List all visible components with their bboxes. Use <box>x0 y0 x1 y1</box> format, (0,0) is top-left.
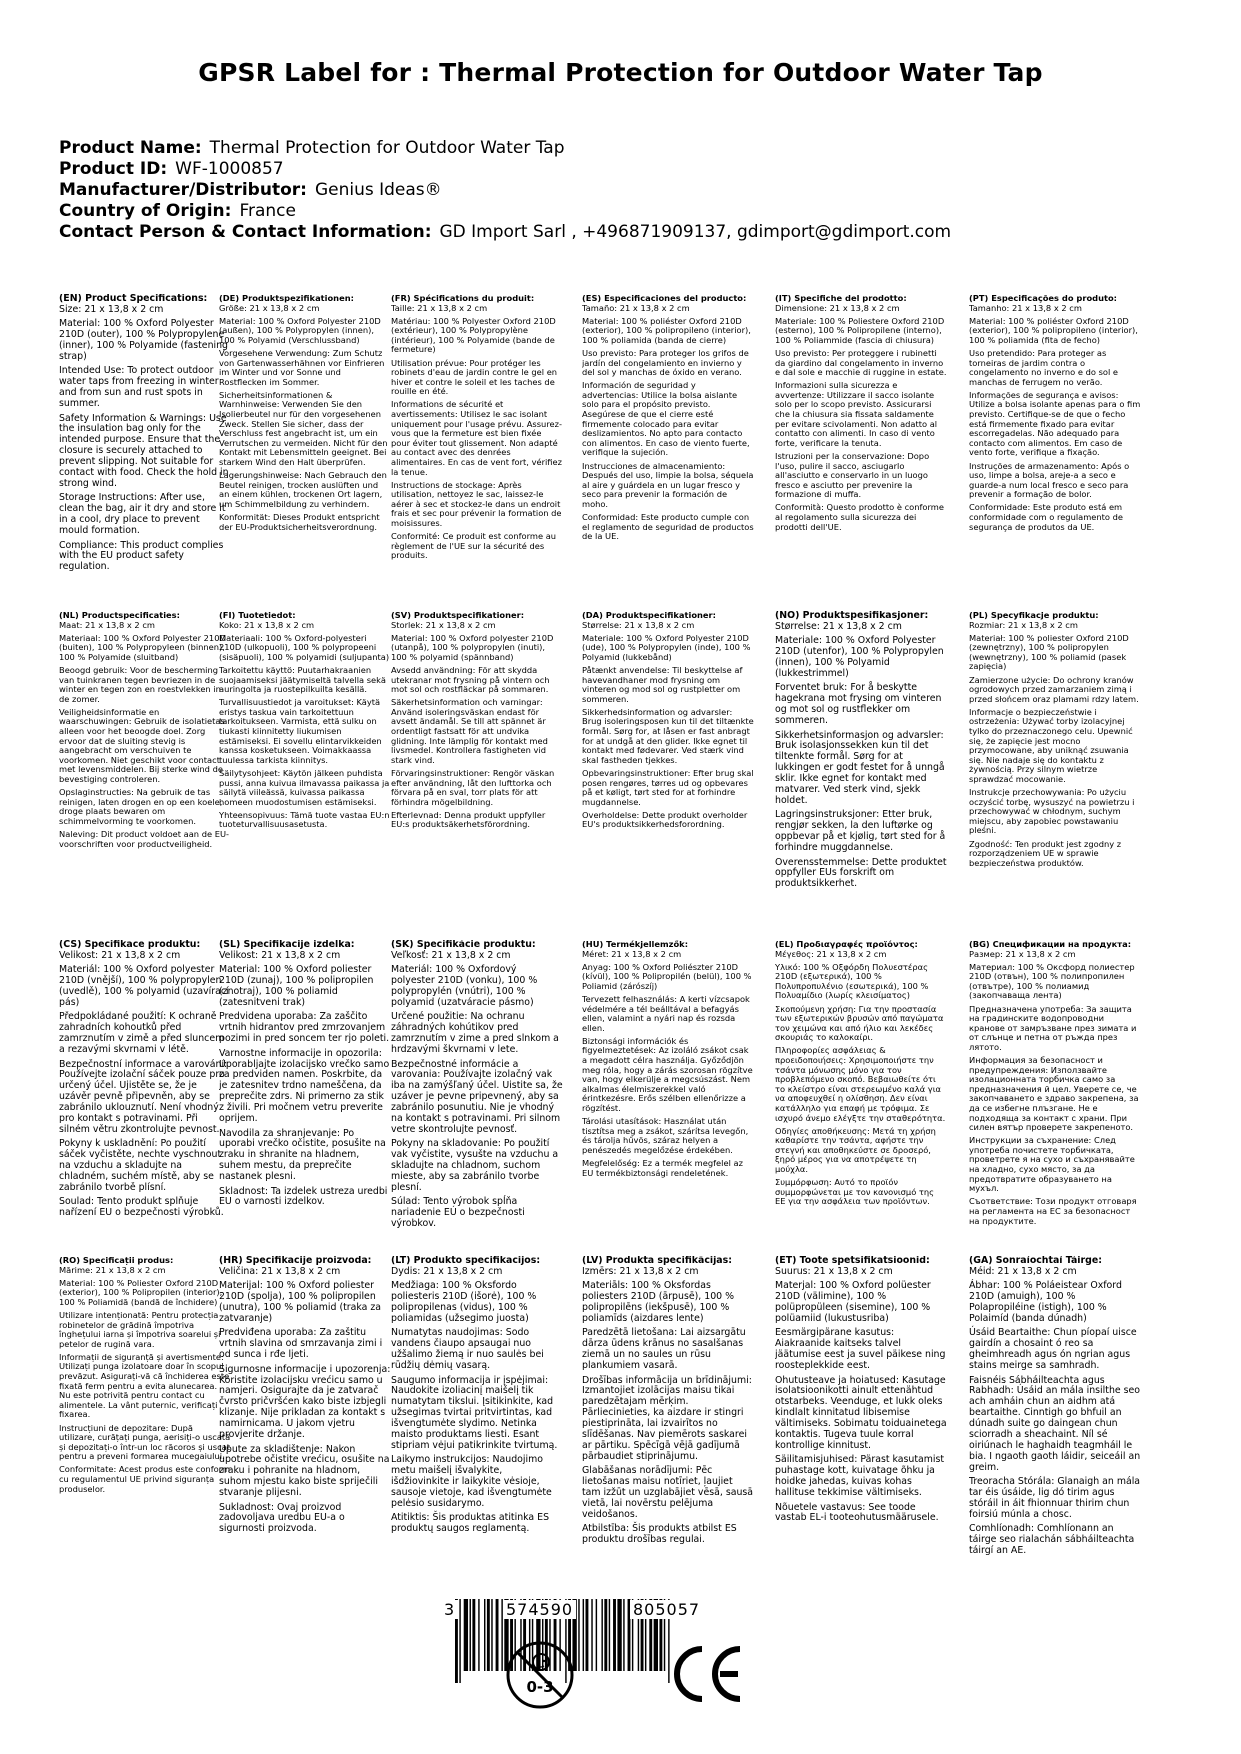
lang-paragraph: Информация за безопасност и предупреждения: Използвайте изолационната торбичка само за предназначения й цел. Уверете се, че закопчаването е здраво закрепена, за да се избегне плъзгане. Не е подходяща за контакт с храни. При силен вятър проверете закрепеното. <box>969 1055 1139 1133</box>
lang-heading: (EL) Προδιαγραφές προϊόντος: <box>775 940 918 949</box>
lang-paragraph: Instrukcje przechowywania: Po użyciu oczyścić torbę, wysuszyć na powietrzu i przechowywać w chłodnym, suchym miejscu, aby zapobiec powstawaniu pleśni. <box>969 787 1135 836</box>
lang-paragraph: Sikkerhedsinformation og advarsler: Brug isoleringsposen kun til det tiltænkte formål. Sørg for, at låsen er fast anbragt for at undgå at den glider. Ikke egnet til kontakt med fødevarer. Ved stærk vind skal fastheden tjekkes. <box>582 706 754 765</box>
barcode-bar <box>601 1599 602 1671</box>
lang-paragraph: Informazioni sulla sicurezza e avvertenze: Utilizzare il sacco isolante solo per lo scopo previsto. Assicurarsi che la chiusura sia fissata saldamente per evitare scivolamenti. Non adatto al contatto con alimenti. In caso di vento forte, verificare la tenuta. <box>775 380 938 448</box>
lang-paragraph: Material: 100 % Oxford poliester 210D (zunaj), 100 % polipropilen (znotraj), 100 % poliamid (zatesnitveni trak) <box>219 964 374 1009</box>
lang-paragraph: Opbevaringsinstruktioner: Efter brug skal posen rengøres, tørres ud og opbevares på et køligt, tørt sted for at forhindre mugdannelse. <box>582 767 754 807</box>
lang-paragraph: Bezpečnostní informace a varování: Používejte izolační sáček pouze pro určený účel. Ujistěte se, že je uzávěr pevně připevněn, aby se zabránilo uklouznutí. Není vhodný pro kontakt s potravinami. Při silném větru zkontrolujte pevnost. <box>59 1058 228 1135</box>
lang-paragraph: Materiál: 100 % Oxfordový polyester 210D (vonku), 100 % polypropylén (vnútri), 100 % polyamid (uzatváracie pásmo) <box>391 964 538 1009</box>
lang-paragraph: Съответствие: Този продукт отговаря на регламента на ЕС за безопасност на продуктите. <box>969 1196 1137 1226</box>
barcode-bar <box>470 1599 471 1671</box>
lang-paragraph: Suurus: 21 x 13,8 x 2 cm <box>775 1265 893 1277</box>
lang-block-en <box>59 294 231 577</box>
lang-paragraph: Určené použitie: Na ochranu záhradných kohútikov pred zamrznutím v zime a pred slnkom a hrdzavými škvrnami v lete. <box>391 1011 559 1056</box>
lang-paragraph: Velikost: 21 x 13,8 x 2 cm <box>219 949 341 961</box>
lang-paragraph: Saugumo informacija ir įspėjimai: Naudokite izoliacinį maišelį tik numatytam tikslui. Įsitikinkite, kad užsegimas tvirtai pritvirtintas, kad išvengtumėte slydimo. Netinka maisto produktams liesti. Esant stipriam vėjui patikrinkite tvirtumą. <box>391 1374 558 1451</box>
lang-paragraph: Instrucțiuni de depozitare: După utilizare, curățați punga, aerisiți-o uscată și depozitați-o într-un loc răcoros și uscat pentru a preveni formarea mucegaiului. <box>59 1422 231 1462</box>
manufacturer-label: Manufacturer/Distributor: <box>59 180 307 200</box>
lang-paragraph: Informații de siguranță și avertismente: Utilizați punga izolatoare doar în scopul prevăzut. Asigurați-vă că închiderea este fixată ferm pentru a evita alunecarea. Nu este potrivită pentru contact cu alimentele. La vânt puternic, verificați fixarea. <box>59 1351 230 1420</box>
contact-label: Contact Person & Contact Information: <box>59 222 432 242</box>
lang-paragraph: Efterlevnad: Denna produkt uppfyller EU:s produktsäkerhetsförordning. <box>391 809 546 830</box>
lang-paragraph: Rozmiar: 21 x 13,8 x 2 cm <box>969 619 1078 630</box>
lang-heading: (ES) Especificaciones del producto: <box>582 294 747 303</box>
lang-paragraph: Glabāšanas norādījumi: Pēc lietošanas maisu notīriet, ļaujiet tam izžūt un uzglabājiet vēsā, sausā vietā, lai novērstu pelējuma veidošanos. <box>582 1465 754 1520</box>
lang-block-bg <box>969 940 1141 1230</box>
country-value: France <box>239 201 296 221</box>
lang-block-nl <box>59 611 231 853</box>
lang-block-sk <box>391 940 563 1234</box>
lang-paragraph: Méret: 21 x 13,8 x 2 cm <box>582 948 682 959</box>
lang-paragraph: Instructions de stockage: Après utilisation, nettoyez le sac, laissez-le aérer à sec et stockez-le dans un endroit frais et sec pour prévenir la formation de moisissures. <box>391 479 562 529</box>
lang-heading: (LV) Produkta specifikācijas: <box>582 1256 732 1266</box>
lang-paragraph: Uso pretendido: Para proteger as torneiras de jardim contra o congelamento no inverno e do sol e manchas de ferrugem no verão. <box>969 347 1119 387</box>
lang-paragraph: Varnostne informacije in opozorila: Uporabljajte izolacijsko vrečko samo za predviden namen. Poskrbite, da je zatesnitev trdno nameščena, da preprečite zdrs. Ni primerno za stik z živili. Pri močnem vetru preverite oprijem. <box>219 1047 390 1125</box>
product-name-label: Product Name: <box>59 138 202 158</box>
lang-heading: (DE) Produktspezifikationen: <box>219 294 354 303</box>
lang-block-es <box>582 294 754 545</box>
country-row <box>59 201 951 222</box>
lang-paragraph: Atbilstība: Šis produkts atbilst ES produktu drošības regulai. <box>582 1523 737 1546</box>
lang-heading: (SV) Produktspecifikationer: <box>391 611 525 620</box>
lang-block-pl <box>969 611 1141 872</box>
lang-paragraph: Utilisation prévue: Pour protéger les robinets d'eau de jardin contre le gel en hiver et contre le soleil et les taches de rouille en été. <box>391 357 558 397</box>
lang-paragraph: Istruzioni per la conservazione: Dopo l'uso, pulire il sacco, asciugarlo all'asciutto e conservarlo in un luogo fresco e asciutto per prevenire la formazione di muffa. <box>775 450 930 500</box>
lang-paragraph: Bezpečnostné informácie a varovania: Používajte izolačný vak iba na zamýšľaný účel. Uistite sa, že uzáver je pevne pripevnený, aby sa zabránilo posunutiu. Nie je vhodný na kontakt s potravinami. Pri silnom vetre skontrolujte pevnosť. <box>391 1058 563 1135</box>
lang-paragraph: Předpokládané použití: K ochraně zahradních kohoutků před zamrznutím v zimě a před sluncem a rezavými skvrnami v létě. <box>59 1011 225 1056</box>
lang-heading: (LT) Produkto specifikacijos: <box>391 1256 541 1266</box>
lang-paragraph: Naleving: Dit product voldoet aan de EU-voorschriften voor productveiligheid. <box>59 828 230 849</box>
lang-block-da <box>582 611 754 833</box>
lang-block-ga <box>969 1256 1141 1561</box>
lang-paragraph: Предназначена употреба: За защита на градинските водопроводни кранове от замръзване през зимата и от слънце и петна от ръжда през лятото. <box>969 1003 1137 1052</box>
product-name-value: Thermal Protection for Outdoor Water Tap <box>209 138 565 158</box>
lang-paragraph: Sukladnost: Ovaj proizvod zadovoljava uredbu EU-a o sigurnosti proizvoda. <box>219 1501 345 1535</box>
lang-paragraph: Uso previsto: Per proteggere i rubinetti da giardino dal congelamento in inverno e dal sole e macchie di ruggine in estate. <box>775 347 947 378</box>
lang-paragraph: Materiaali: 100 % Oxford-polyesteri 210D (ulkopuoli), 100 % polypropeeni (sisäpuoli), 100 % polyamidi (suljupanta) <box>219 632 390 662</box>
lang-paragraph: Dydis: 21 x 13,8 x 2 cm <box>391 1265 503 1277</box>
lang-paragraph: Izmērs: 21 x 13,8 x 2 cm <box>582 1265 699 1277</box>
lang-paragraph: Vorgesehene Verwendung: Zum Schutz von Gartenwasserhähnen vor Einfrieren im Winter und vor Sonne und Rostflecken im Sommer. <box>219 347 385 387</box>
lang-paragraph: Säilitamisjuhised: Pärast kasutamist puhastage kott, kuivatage õhku ja hoidke jahedas, kuivas kohas hallituse tekkimise vältimiseks. <box>775 1454 945 1499</box>
lang-heading: (HU) Termékjellemzők: <box>582 940 689 949</box>
product-id-row <box>59 159 951 180</box>
lang-block-ro <box>59 1256 231 1498</box>
lang-block-pt <box>969 294 1141 536</box>
lang-paragraph: Sikkerhetsinformasjon og advarsler: Bruk isolasjonssekken kun til det tiltenkte formål. Sørg for at lukkingen er godt festet for å unngå sklir. Ikke egnet for kontakt med matvarer. Ved sterk vind, sjekk holdet. <box>775 729 945 806</box>
lang-paragraph: Σκοπούμενη χρήση: Για την προστασία των εξωτερικών βρυσών από παγώματα τον χειμώνα και από ήλιο και λεκέδες σκουριάς το καλοκαίρι. <box>775 1003 944 1043</box>
lang-paragraph: Størrelse: 21 x 13,8 x 2 cm <box>582 619 695 630</box>
lang-paragraph: Förvaringsinstruktioner: Rengör väskan efter användning, låt den lufttorka och förvara på en sval, torr plats för att förhindra mögelbildning. <box>391 767 555 807</box>
lang-paragraph: Eesmärgipärane kasutus: Aiakraanide kaitseks talvel jäätumise eest ja suvel päikese ning roosteplekkide eest. <box>775 1327 946 1372</box>
lang-block-cs <box>59 940 231 1223</box>
manufacturer-row <box>59 180 951 201</box>
lang-heading: (PT) Especificações do produto: <box>969 294 1117 303</box>
lang-paragraph: Zamierzone użycie: Do ochrony kranów ogrodowych przed zamarzaniem zimą i przed słońcem oraz plamami rdzy latem. <box>969 674 1139 704</box>
lang-block-no <box>775 611 947 894</box>
lang-block-sv <box>391 611 563 833</box>
contact-value: GD Import Sarl , +496871909137, gdimport@gdimport.com <box>439 222 952 242</box>
lang-paragraph: Drošības informācija un brīdinājumi: Izmantojiet izolācijas maisu tikai paredzētajam mērķim. Pārliecinieties, ka aizdare ir stingri piestiprināta, lai izvairītos no slīdēšanas. Nav piemērots saskarei ar pārtiku. Spēcīgā vējā gadījumā pārbaudiet stiprinājumu. <box>582 1374 752 1462</box>
lang-paragraph: Paredzētā lietošana: Lai aizsargātu dārza ūdens krānus no sasalšanas ziemā un no saules un rūsu plankumiem vasarā. <box>582 1327 746 1372</box>
lang-paragraph: Mărime: 21 x 13,8 x 2 cm <box>59 1264 166 1275</box>
lang-paragraph: Material: 100 % Oxford Polyester 210D (outer), 100 % Polypropylene (inner), 100 % Polyamide (fastening strap) <box>59 318 229 363</box>
lang-heading: (HR) Specifikacije proizvoda: <box>219 1256 372 1266</box>
lang-paragraph: Úsáid Beartaithe: Chun píopaí uisce gairdín a chosaint ó reo sa gheimhreadh agus ón ngrian agus stains meirge sa samhradh. <box>969 1327 1137 1372</box>
barcode-bar <box>604 1599 607 1671</box>
lang-paragraph: Οδηγίες αποθήκευσης: Μετά τη χρήση καθαρίστε την τσάντα, αφήστε την στεγνή και αποθηκεύστε σε δροσερό, ξηρό μέρος για να αποτρέψετε τη μούχλα. <box>775 1125 936 1175</box>
lang-paragraph: Инструкции за съхранение: След употреба почистете торбичката, проветрете я на сухо и съхранявайте на хладно, сухо място, за да предотвратите образуването на мухъл. <box>969 1135 1135 1194</box>
barcode-bar <box>496 1599 499 1671</box>
lang-heading: (SL) Specifikacije izdelka: <box>219 940 355 950</box>
lang-paragraph: Velikost: 21 x 13,8 x 2 cm <box>59 949 181 961</box>
lang-paragraph: Opslaginstructies: Na gebruik de tas reinigen, laten drogen en op een koele, droge plaats bewaren om schimmelvorming te voorkomen. <box>59 787 223 826</box>
lang-paragraph: Conformità: Questo prodotto è conforme al regolamento sulla sicurezza dei prodotti dell'UE. <box>775 502 944 532</box>
lang-paragraph: Utilizare intenționată: Pentru protecția robinetelor de grădină împotriva înghețului iarna și împotriva soarelui și petelor de rugină vara. <box>59 1309 221 1349</box>
lang-paragraph: Treoracha Stórála: Glanaigh an mála tar éis úsáide, lig dó tirim agus stóráil in áit fhionnuar thirim chun foirsiú múnla a chosc. <box>969 1476 1141 1520</box>
lang-paragraph: Upute za skladištenje: Nakon upotrebe očistite vrećicu, osušite na zraku i pohranite na hladnom, suhom mjestu kako biste spriječili stvaranje plijesni. <box>219 1443 390 1499</box>
lang-heading: (GA) Sonraíochtaí Táirge: <box>969 1256 1102 1266</box>
lang-paragraph: Materiaal: 100 % Oxford Polyester 210D (buiten), 100 % Polypropyleen (binnen), 100 % Polyamide (sluitband) <box>59 632 226 662</box>
barcode-bar <box>459 1599 460 1683</box>
lang-paragraph: Conformité: Ce produit est conforme au règlement de l'UE sur la sécurité des produits. <box>391 531 557 561</box>
lang-block-fr <box>391 294 563 564</box>
lang-paragraph: Skladnost: Ta izdelek ustreza uredbi EU o varnosti izdelkov. <box>219 1185 388 1208</box>
barcode-bar <box>472 1599 475 1671</box>
lang-paragraph: Conformidade: Este produto está em conformidade com o regulamento de segurança de produtos da UE. <box>969 502 1124 532</box>
product-info <box>59 138 951 243</box>
barcode-bar <box>613 1599 616 1671</box>
lang-heading: (EN) Product Specifications: <box>59 294 208 304</box>
lang-paragraph: Størrelse: 21 x 13,8 x 2 cm <box>775 620 902 632</box>
lang-paragraph: Lagringsinstruksjoner: Etter bruk, rengjør sekken, la den luftørke og oppbevar på et kjølig, tørt sted for å forhindre muggdannelse. <box>775 809 946 854</box>
lang-paragraph: Numatytas naudojimas: Sodo vandens čiaupo apsaugai nuo užšalimo žiemą ir nuo saulės bei rūdžių dėmių vasarą. <box>391 1327 544 1372</box>
lang-paragraph: Sigurnosne informacije i upozorenja: Koristite izolacijsku vrećicu samo u namjeri. Osigurajte da je zatvarač čvrsto pričvršćen kako biste izbjegli klizanje. Nije prikladan za kontakt s namirnicama. U jakom vjetru provjerite držanje. <box>219 1363 391 1441</box>
lang-paragraph: Veličina: 21 x 13,8 x 2 cm <box>219 1265 341 1277</box>
lang-paragraph: Medžiaga: 100 % Oksfordo poliesteris 210D (išorė), 100 % polipropilenas (vidus), 100 % poliamidas (užsegimo juosta) <box>391 1280 537 1325</box>
ce-mark-icon <box>668 1643 744 1705</box>
lang-paragraph: Veľkosť: 21 x 13,8 x 2 cm <box>391 949 511 961</box>
barcode-bar <box>578 1599 579 1671</box>
lang-paragraph: Predviđena uporaba: Za zaštitu vrtnih slavina od smrzavanja zimi i od sunca i rđe ljeti. <box>219 1327 383 1361</box>
barcode-digits-right: 805057 <box>630 1600 703 1619</box>
lang-paragraph: Sicherheitsinformationen & Warnhinweise: Verwenden Sie den Isolierbeutel nur für den vorgesehenen Zweck. Stellen Sie sicher, dass der Verschluss fest angebracht ist, um ein Verrutschen zu vermeiden. Nicht für den Kontakt mit Lebensmitteln geeignet. Bei starkem Wind den Halt überprüfen. <box>219 389 388 467</box>
lang-block-fi <box>219 611 391 833</box>
lang-paragraph: Påtænkt anvendelse: Til beskyttelse af havevandhaner mod frysning om vinteren og mod sol og rustpletter om sommeren. <box>582 664 743 704</box>
product-id-label: Product ID: <box>59 159 168 179</box>
lang-block-lt <box>391 1256 563 1539</box>
lang-heading: (DA) Produktspecifikationer: <box>582 611 716 620</box>
lang-paragraph: Anyag: 100 % Oxford Poliészter 210D (kívül), 100 % Polipropilén (belül), 100 % Poliamid (zárószíj) <box>582 961 752 991</box>
lang-heading: (SK) Špecifikácie produktu: <box>391 940 536 950</box>
lang-paragraph: Storlek: 21 x 13,8 x 2 cm <box>391 619 496 630</box>
barcode-bar <box>591 1599 592 1671</box>
lang-paragraph: Säkerhetsinformation och varningar: Använd isoleringsväskan endast för avsett ändamål. Se till att spännet är ordentligt fastsatt för att undvika glidning. Inte lämplig för kontakt med livsmedel. Kontrollera fastigheten vid stark vind. <box>391 697 548 765</box>
lang-paragraph: Koko: 21 x 13,8 x 2 cm <box>219 619 315 630</box>
lang-paragraph: Pokyny k uskladnění: Po použití sáček vyčistěte, nechte vyschnout na vzduchu a skladujte na chladném, suchém místě, aby se zabránilo tvorbě plísní. <box>59 1138 222 1194</box>
lang-heading: (PL) Specyfikacje produktu: <box>969 611 1099 620</box>
lang-paragraph: Materiāls: 100 % Oksfordas poliesters 210D (ārpusē), 100 % polipropilēns (iekšpusē), 100 % poliamīds (aizdares lente) <box>582 1280 735 1325</box>
lang-paragraph: Informations de sécurité et avertissements: Utilisez le sac isolant uniquement pour l'usage prévu. Assurez-vous que la fermeture est bien fixée pour éviter tout glissement. Non adapté au contact avec des denrées alimentaires. En cas de vent fort, vérifiez la tenue. <box>391 399 563 477</box>
lang-paragraph: Safety Information & Warnings: Use the insulation bag only for the intended purpose. Ensure that the closure is securely attached to prevent slipping. Not suitable for contact with food. Check the hold in strong wind. <box>59 412 229 489</box>
lang-paragraph: Storage Instructions: After use, clean the bag, air it dry and store it in a cool, dry place to prevent mould formation. <box>59 492 226 537</box>
lang-paragraph: Pokyny na skladovanie: Po použití vak vyčistite, vysušte na vzduchu a skladujte na chladnom, suchom mieste, aby sa zabránilo tvorbe plesní. <box>391 1138 559 1194</box>
lang-paragraph: Navodila za shranjevanje: Po uporabi vrečko očistite, posušite na zraku in shranite na hladnem, suhem mestu, da preprečite nastanek plesni. <box>219 1127 386 1183</box>
lang-paragraph: Dimensione: 21 x 13,8 x 2 cm <box>775 302 900 313</box>
lang-paragraph: Información de seguridad y advertencias: Utilice la bolsa aislante solo para el propósito previsto. Asegúrese de que el cierre esté firmemente colocado para evitar deslizamientos. No apto para contacto con alimentos. En caso de viento fuerte, verifique la sujeción. <box>582 380 750 458</box>
lang-paragraph: Yhteensopivuus: Tämä tuote vastaa EU:n tuoteturvallisuusasetusta. <box>219 809 390 830</box>
lang-paragraph: Materiál: 100 % Oxford polyester 210D (vnější), 100 % polypropylen (uvedlě), 100 % polyamid (uzavírací pás) <box>59 964 229 1009</box>
lang-paragraph: Säilytysohjeet: Käytön jälkeen puhdista pussi, anna kuivua ilmavassa paikassa ja säilytä viileässä, kuivassa paikassa homeen muodostumisen estämiseksi. <box>219 767 390 807</box>
product-id-value: WF-1000857 <box>175 159 284 179</box>
barcode-digits-left: 574590 <box>503 1600 576 1619</box>
barcode-bar <box>478 1599 479 1671</box>
page-title: GPSR Label for : Thermal Protection for Outdoor Water Tap <box>198 58 1043 87</box>
lang-paragraph: Materiale: 100 % Oxford Polyester 210D (ude), 100 % Polypropylen (inde), 100 % Polyamid (lukkebånd) <box>582 632 751 662</box>
product-name-row <box>59 138 951 159</box>
lang-paragraph: Tarkoitettu käyttö: Puutarhakraanien suojaamiseksi jäätymiseltä talvella sekä auringolta ja ruostepilkuilta kesällä. <box>219 664 386 695</box>
barcode-bar <box>484 1599 485 1671</box>
lang-paragraph: Uso previsto: Para proteger los grifos de jardín del congelamiento en invierno y del sol y manchas de óxido en verano. <box>582 347 749 378</box>
barcode-bar <box>586 1599 589 1671</box>
lang-paragraph: Συμμόρφωση: Αυτό το προϊόν συμμορφώνεται με τον κανονισμό της ΕΕ για την ασφάλεια των προϊόντων. <box>775 1177 935 1207</box>
barcode-bar <box>623 1599 624 1671</box>
lang-block-hr <box>219 1256 391 1539</box>
lang-block-et <box>775 1256 947 1528</box>
lang-heading: (RO) Specificații produs: <box>59 1256 174 1265</box>
lang-paragraph: Maat: 21 x 13,8 x 2 cm <box>59 619 155 630</box>
lang-heading: (CS) Specifikace produktu: <box>59 940 201 950</box>
barcode-bar <box>464 1599 468 1671</box>
lang-paragraph: Tamanho: 21 x 13,8 x 2 cm <box>969 302 1082 313</box>
barcode-bar <box>491 1599 492 1671</box>
lang-paragraph: Material: 100 % Oxford polyester 210D (utanpå), 100 % polypropylen (inuti), 100 % polyamid (spännband) <box>391 632 554 662</box>
lang-heading: (NL) Productspecificaties: <box>59 611 180 620</box>
lang-paragraph: Atitiktis: Šis produktas atitinka ES produktų saugos reglamentą. <box>391 1512 550 1535</box>
lang-paragraph: Material: 100 % Poliester Oxford 210D (exterior), 100 % Polipropilen (interior), 100 % Poliamidă (bandă de închidere) <box>59 1277 223 1307</box>
barcode-bar <box>609 1599 610 1671</box>
lang-paragraph: Nõuetele vastavus: See toode vastab EL-i tooteohutusmäärusele. <box>775 1501 939 1524</box>
barcode-bar <box>583 1599 584 1671</box>
lang-paragraph: Größe: 21 x 13,8 x 2 cm <box>219 302 320 313</box>
lang-paragraph: Instruções de armazenamento: Após o uso, limpe a bolsa, areje-a a seco e guarde-a num local fresco e seco para prevenir a formação de bolor. <box>969 460 1130 500</box>
lang-paragraph: Size: 21 x 13,8 x 2 cm <box>59 303 164 315</box>
lang-paragraph: Turvallisuustiedot ja varoitukset: Käytä eristys taskua vain tarkoitettuun tarkoitukseen. Varmista, että sulku on tiukasti kiinnitetty liukumisen estämiseksi. Ei sovellu elintarvikkeiden kanssa kosketukseen. Voimakkaassa tuulessa tarkista kiinnitys. <box>219 697 382 765</box>
lang-paragraph: Materijal: 100 % Oxford poliester 210D (spolja), 100 % polipropilen (unutra), 100 % poliamid (traka za zatvaranje) <box>219 1280 382 1325</box>
lang-paragraph: Lagerungshinweise: Nach Gebrauch den Beutel reinigen, trocken auslüften und an einem kühlen, trockenen Ort lagern, um Schimmelbildung zu verhindern. <box>219 470 387 509</box>
lang-paragraph: Размер: 21 x 13,8 x 2 cm <box>969 948 1076 959</box>
lang-paragraph: Méid: 21 x 13,8 x 2 cm <box>969 1265 1077 1277</box>
lang-paragraph: Veiligheidsinformatie en waarschuwingen: Gebruik de isolatietas alleen voor het beoogde doel. Zorg ervoor dat de sluiting stevig is aangebracht om verschuiven te voorkomen. Niet geschikt voor contact met levensmiddelen. Bij sterke wind de bevestiging controleren. <box>59 706 225 784</box>
lang-paragraph: Materiale: 100 % Oxford Polyester 210D (utenfor), 100 % Polypropylen (innen), 100 % Polyamid (lukkestrimmel) <box>775 635 944 680</box>
lang-block-it <box>775 294 947 536</box>
lang-heading: (ET) Toote spetsifikatsioonid: <box>775 1256 930 1266</box>
lang-paragraph: Forventet bruk: For å beskytte hagekrana mot frysing om vinteren og mot sol og rustflekker om sommeren. <box>775 682 942 727</box>
lang-paragraph: Faisnéis Sábháilteachta agus Rabhadh: Úsáid an mála insilthe seo ach amháin chun an aidhm atá beartaithe. Cinntigh go bhfuil an dúnadh suite go daingean chun sciorradh a sheachaint. Níl sé oiriúnach le haghaidh teagmháil le bia. I ngaoth gaoth láidir, seiceáil an greim. <box>969 1374 1141 1473</box>
lang-paragraph: Konformität: Dieses Produkt entspricht der EU-Produktsicherheitsverordnung. <box>219 511 380 532</box>
lang-paragraph: Tamaño: 21 x 13,8 x 2 cm <box>582 302 690 313</box>
lang-paragraph: Instrucciones de almacenamiento: Después del uso, limpie la bolsa, séquela al aire y guárdela en un lugar fresco y seco para prevenir la formación de moho. <box>582 460 754 509</box>
lang-paragraph: Υλικό: 100 % Οξφόρδη Πολυεστέρας 210D (εξωτερικά), 100 % Πολυπροπυλένιο (εσωτερικά), 100 % Πολυαμίδιο (λωρίς κλεισίματος) <box>775 961 929 1001</box>
lang-heading: (IT) Specifiche del prodotto: <box>775 294 907 303</box>
lang-heading: (BG) Спецификации на продукта: <box>969 940 1132 949</box>
lang-paragraph: Avsedd användning: För att skydda utekranar mot frysning på vintern och mot sol och rostfläckar på sommaren. <box>391 664 550 695</box>
lang-paragraph: Intended Use: To protect outdoor water taps from freezing in winter and from sun and rust spots in summer. <box>59 365 219 410</box>
lang-paragraph: Materiale: 100 % Poliestere Oxford 210D (esterno), 100 % Polipropilene (interno), 100 % Poliammide (fascia di chiusura) <box>775 315 945 345</box>
lang-paragraph: Conformitate: Acest produs este conform cu regulamentul UE privind siguranța produselor. <box>59 1464 231 1494</box>
lang-paragraph: Conformidad: Este producto cumple con el reglamento de seguridad de productos de la UE. <box>582 511 754 542</box>
barcode-bar <box>487 1599 490 1671</box>
lang-paragraph: Material: 100 % poliéster Oxford 210D (exterior), 100 % polipropileno (interior), 100 % poliamida (banda de cierre) <box>582 315 751 345</box>
lang-heading: (NO) Produktspesifikasjoner: <box>775 611 929 621</box>
lang-paragraph: Tárolási utasítások: Használat után tisztítsa meg a zsákot, szárítsa levegőn, és tárolja hűvös, száraz helyen a penészedés megelőzése érdekében. <box>582 1116 749 1155</box>
lang-paragraph: Soulad: Tento produkt splňuje nařízení EU o bezpečnosti výrobků. <box>59 1196 224 1219</box>
lang-block-de <box>219 294 391 536</box>
lang-paragraph: Matériau: 100 % Polyester Oxford 210D (extérieur), 100 % Polypropylène (intérieur), 100 % Polyamide (bande de fermeture) <box>391 315 556 355</box>
lang-paragraph: Biztonsági információk és figyelmeztetések: Az izoláló zsákot csak a megadott célra használja. Győződjön meg róla, hogy a zárás szorosan rögzítve van, hogy elkerülje a megcsúszást. Nem alkalmas élelmiszerekkel való érintkezésre. Erős szélben ellenőrizze a rögzítést. <box>582 1035 753 1113</box>
lang-paragraph: Ohutusteave ja hoiatused: Kasutage isolatsioonikotti ainult ettenähtud otstarbeks. Veenduge, et lukk oleks kindlalt kinnitatud libisemise vältimiseks. Sobimatu toiduainetega kontaktis. Tugeva tuule korral kontrollige kinnitust. <box>775 1374 947 1451</box>
lang-paragraph: Ábhar: 100 % Poláeistear Oxford 210D (amuigh), 100 % Polapropiléine (istigh), 100 % Polaimíd (banda dúnadh) <box>969 1280 1122 1325</box>
lang-heading: (FR) Spécifications du produit: <box>391 294 535 303</box>
lang-paragraph: Súlad: Tento výrobok spĺňa nariadenie EÚ o bezpečnosti výrobkov. <box>391 1196 525 1230</box>
lang-heading: (FI) Tuotetiedot: <box>219 611 296 620</box>
lang-paragraph: Taille: 21 x 13,8 x 2 cm <box>391 302 488 313</box>
country-label: Country of Origin: <box>59 201 232 221</box>
age-warning-icon <box>505 1640 575 1710</box>
lang-paragraph: Predvidena uporaba: Za zaščito vrtnih hidrantov pred zmrzovanjem pozimi in pred soncem ter rjo poleti. <box>219 1011 390 1045</box>
lang-paragraph: Материал: 100 % Оксфорд полиестер 210D (отвън), 100 % полипропилен (отвътре), 100 % полиамид (закопчаваща лента) <box>969 961 1135 1001</box>
lang-paragraph: Materjal: 100 % Oxford polüester 210D (välimine), 100 % polüpropüleen (sisemine), 100 % polüamiid (lukustusriba) <box>775 1280 931 1325</box>
manufacturer-value: Genius Ideas® <box>314 180 442 200</box>
lang-paragraph: Laikymo instrukcijos: Naudojimo metu maišelį išvalykite, išdžiovinkite ir laikykite vėsioje, sausoje vietoje, kad išvengtumėte pelėsio susidarymo. <box>391 1454 552 1510</box>
barcode-bar <box>617 1599 621 1671</box>
lang-paragraph: Compliance: This product complies with the EU product safety regulation. <box>59 539 224 573</box>
lang-block-lv <box>582 1256 754 1550</box>
lang-paragraph: Materiał: 100 % poliester Oxford 210D (zewnętrzny), 100 % polipropylen (wewnętrzny), 100 % poliamid (pasek zapięcia) <box>969 632 1129 672</box>
lang-paragraph: Comhlíonadh: Comhlíonann an táirge seo rialachán sábháilteachta táirgí an AE. <box>969 1523 1135 1557</box>
lang-paragraph: Material: 100 % poliéster Oxford 210D (exterior), 100 % polipropileno (interior), 100 % poliamida (fita de fecho) <box>969 315 1138 345</box>
lang-paragraph: Zgodność: Ten produkt jest zgodny z rozporządzeniem UE w sprawie bezpieczeństwa produktów. <box>969 838 1122 868</box>
lang-paragraph: Πληροφορίες ασφάλειας & προειδοποιήσεις: Χρησιμοποιήστε την τσάντα μόνωσης μόνο για τον προβλεπόμενο σκοπό. Βεβαιωθείτε ότι το κλείστρο είναι στερεωμένο καλά για να αποφευχθεί η ολίσθηση. Δεν είναι κατάλληλο για επαφή με τρόφιμα. Σε ισχυρό άνεμο ελέγξτε την σταθερότητα. <box>775 1045 946 1123</box>
lang-paragraph: Informações de segurança e avisos: Utilize a bolsa isolante apenas para o fim previsto. Certifique-se de que o fecho está firmemente fixado para evitar escorregadelas. Não adequado para contacto com alimentos. Em caso de vento forte, verifique a fixação. <box>969 389 1141 458</box>
lang-paragraph: Overholdelse: Dette produkt overholder EU's produktsikkerhedsforordning. <box>582 809 748 830</box>
lang-paragraph: Megfelelőség: Ez a termék megfelel az EU termékbiztonsági rendeletének. <box>582 1157 743 1178</box>
lang-paragraph: Material: 100 % Oxford Polyester 210D (außen), 100 % Polypropylen (innen), 100 % Polyamid (Verschlussband) <box>219 315 381 345</box>
barcode-digit-prefix: 3 <box>441 1600 458 1619</box>
lang-paragraph: Informacje o bezpieczeństwie i ostrzeżenia: Używać torby izolacyjnej tylko do przeznaczonego celu. Upewnić się, że zapięcie jest mocno przymocowane, aby uniknąć zsuwania się. Nie nadaje się do kontaktu z żywnością. Przy silnym wietrze sprawdzać mocowanie. <box>969 706 1133 784</box>
barcode-bar <box>596 1599 597 1671</box>
age-warning-text: 0-3 <box>526 1678 554 1696</box>
lang-block-hu <box>582 940 754 1182</box>
lang-block-sl <box>219 940 391 1212</box>
lang-paragraph: Tervezett felhasználás: A kerti vízcsapok védelmére a tél beálltával a befagyás ellen, valamint a nyári nap és rozsda ellen. <box>582 993 750 1033</box>
lang-paragraph: Beoogd gebruik: Voor de bescherming van tuinkranen tegen bevriezen in de winter en tegen zon en roestvlekken in de zomer. <box>59 664 221 704</box>
lang-paragraph: Μέγεθος: 21 x 13,8 x 2 cm <box>775 948 887 959</box>
contact-row <box>59 222 951 243</box>
lang-paragraph: Overensstemmelse: Dette produktet oppfyller EUs forskrift om produktsikkerhet. <box>775 856 947 890</box>
lang-block-el <box>775 940 947 1210</box>
